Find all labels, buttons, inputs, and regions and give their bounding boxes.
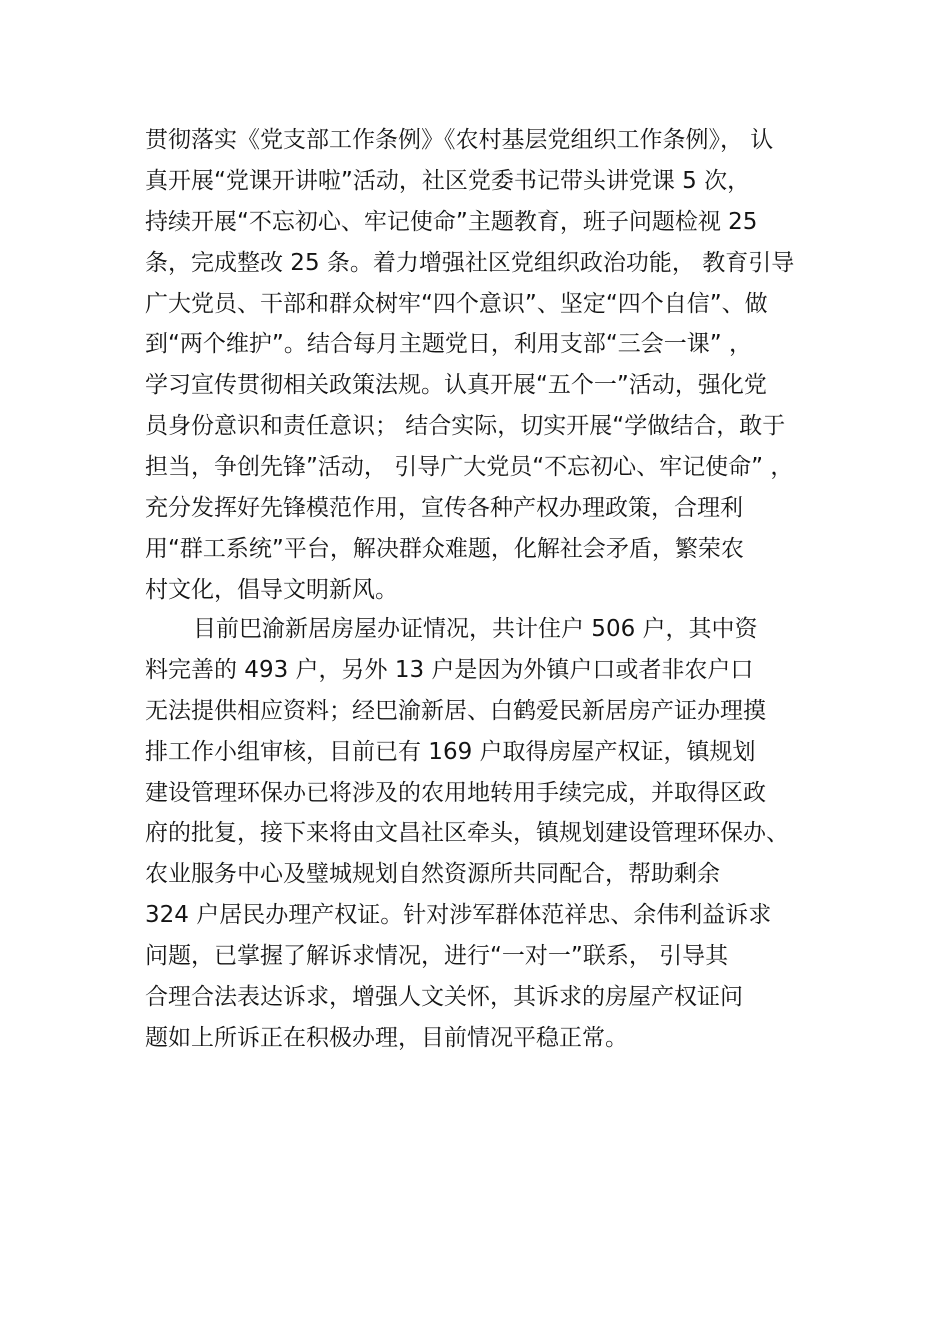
paragraph-line: 料完善的 493 户，另外 13 户是因为外镇户口或者非农户口 [145,656,754,683]
paragraph-line: 担当，争创先锋”活动， 引导广大党员“不忘初心、牢记使命” ， [145,454,794,481]
paragraph-line: 建设管理环保办已将涉及的农用地转用手续完成，并取得区政 [145,779,766,806]
paragraph-line: 府的批复，接下来将由文昌社区牵头，镇规划建设管理环保办、 [145,820,789,847]
paragraph-line: 题如上所诉正在积极办理，目前情况平稳正常。 [145,1024,628,1051]
paragraph-line: 排工作小组审核，目前已有 169 户取得房屋产权证，镇规划 [145,738,756,765]
paragraph-line: 问题，已掌握了解诉求情况，进行“一对一”联系， 引导其 [145,943,729,970]
paragraph-line: 贯彻落实《党支部工作条例》《农村基层党组织工作条例》， 认 [145,127,774,153]
paragraph-line: 到“两个维护”。结合每月主题党日，利用支部“三会一课” ， [145,331,752,358]
paragraph-1 [145,120,845,611]
paragraph-line: 324 户居民办理产权证。针对涉军群体范祥忠、余伟利益诉求 [145,902,772,929]
paragraph-line: 真开展“党课开讲啦”活动，社区党委书记带头讲党课 5 次， [145,167,751,194]
paragraph-line: 员身份意识和责任意识； 结合实际，切实开展“学做结合，敢于 [145,413,786,440]
paragraph-line: 充分发挥好先锋模范作用，宣传各种产权办理政策，合理利 [145,495,743,522]
paragraph-line: 农业服务中心及璧城规划自然资源所共同配合，帮助剩余 [145,861,720,888]
paragraph-line: 村文化，倡导文明新风。 [145,576,398,603]
paragraph-line: 用“群工系统”平台，解决群众难题，化解社会矛盾，繁荣农 [145,535,744,562]
paragraph-line: 持续开展“不忘初心、牢记使命”主题教育，班子问题检视 25 [145,208,758,235]
paragraph-line: 无法提供相应资料；经巴渝新居、白鹤爱民新居房产证办理摸 [145,697,766,724]
paragraph-line: 条，完成整改 25 条。着力增强社区党组织政治功能， 教育引导 [145,249,795,276]
paragraph-line: 目前巴渝新居房屋办证情况，共计住户 506 户，其中资 [193,616,758,642]
paragraph-line: 学习宣传贯彻相关政策法规。认真开展“五个一”活动，强化党 [145,372,767,399]
paragraph-2 [145,609,845,1059]
paragraph-line: 合理合法表达诉求，增强人文关怀，其诉求的房屋产权证问 [145,984,743,1011]
paragraph-line: 广大党员、干部和群众树牢“四个意识”、坚定“四个自信”、做 [145,290,768,317]
